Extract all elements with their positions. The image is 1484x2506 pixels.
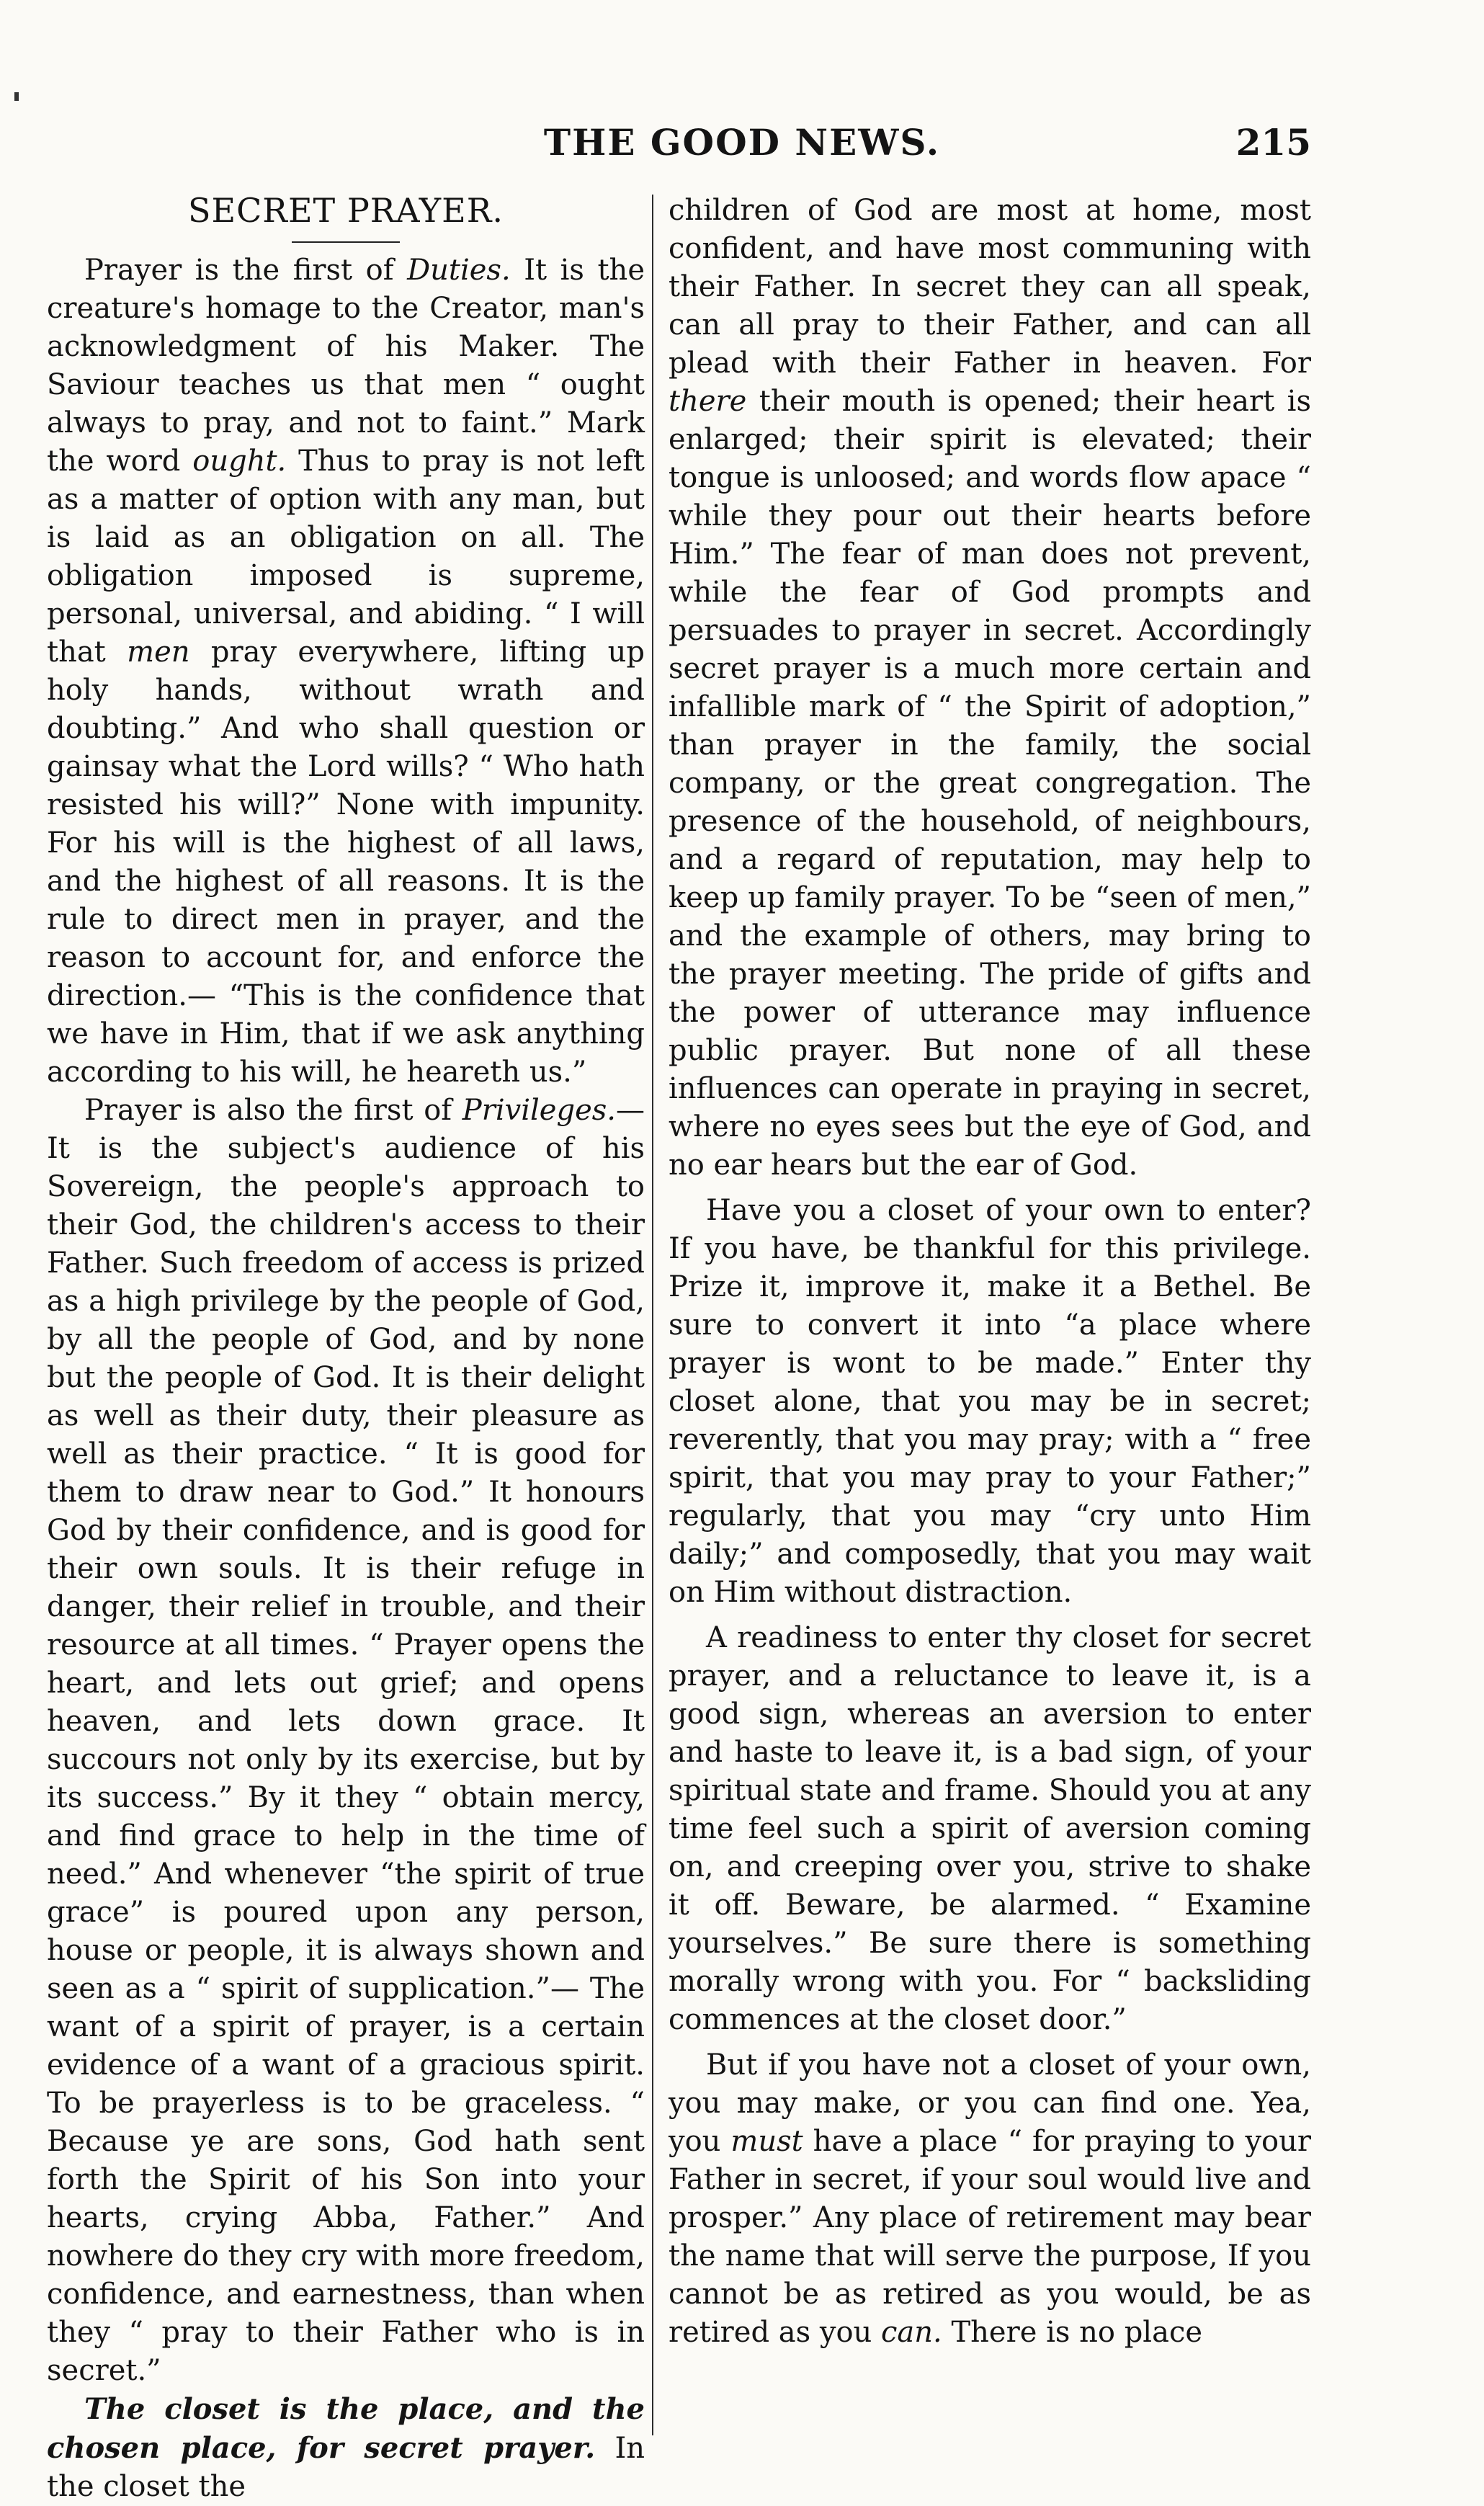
paragraph-privileges [47, 1092, 645, 2390]
paragraph-closet [47, 2390, 645, 2506]
emphasis: ought. [192, 445, 287, 478]
emphasis: Privileges. [462, 1094, 616, 1127]
emphasis: Duties. [407, 254, 511, 287]
text-run: There is no place [942, 2316, 1203, 2349]
paragraph-no-closet [669, 2046, 1311, 2352]
paragraph-readiness: A readiness to enter thy closet for secret prayer, and a reluctance to leave it, is a good sign, whereas an aversion to enter and haste to leave it, is a bad sign, of your spiritual state and frame. Should you at any time feel such a spirit of aversion coming on, and creeping over you, strive to shake it off. Beware, be alarmed. “ Examine yourselves.” Be sure there is something morally wrong with you. For “ backsliding commences at the closet door.” [669, 1621, 1311, 2036]
paragraph-duties [47, 251, 645, 1092]
text-run: It is the creature's homage to the Creator, man's acknowledgment of his Maker. The Saviour teaches us that men “ ought always to pray, and not to faint.” Mark the word [47, 254, 645, 478]
text-run: children of God are most at home, most confident, and have most communing with their Father. In secret they can all speak, can all pray to their Father, and can all plead with their Father in heaven. For [669, 194, 1311, 380]
paragraph-closet-continued [669, 192, 1311, 1185]
right-column [669, 192, 1311, 2352]
text-run: In the closet the [47, 2432, 645, 2503]
text-run: But if you have not a closet of your own, you may make, or you can find one. Yea, you [669, 2048, 1311, 2158]
text-run: Thus to pray is not left as a matter of option with any man, but is laid as an obligation on all. The obligation imposed is supreme, personal, universal, and abiding. “ I will that [47, 445, 645, 669]
text-run: Prayer is the first of [84, 254, 408, 287]
article-title: SECRET PRAYER. [188, 191, 504, 230]
emphasis: can. [881, 2316, 942, 2349]
running-header [0, 121, 1484, 179]
paragraph-own-closet: Have you a closet of your own to enter? If you have, be thankful for this privilege. Prize it, improve it, make it a Bethel. Be sure to convert it into “a place where prayer is wont to be made.” Enter thy closet alone, that you may be in secret; reverently, that you may pray; with a “ free spirit, that you may pray to your Father;” regularly, that you may “cry unto Him daily;” and composedly, that you may wait on Him without distraction. [669, 1194, 1311, 1609]
print-speck [14, 92, 19, 101]
left-column [47, 192, 645, 2506]
emphasis: The closet is the place, and the chosen place, for secret prayer. [47, 2392, 645, 2465]
text-run: Prayer is also the first of [84, 1094, 462, 1127]
text-run: pray everywhere, lifting up holy hands, without wrath and doubting.” And who shall question or gainsay what the Lord wills? “ Who hath resisted his will?” None with impunity. For his will is the highest of all laws, and the highest of all reasons. It is the rule to direct men in prayer, and the reason to account for, and enforce the direction.— “This is the confidence that we have in Him, that if we ask anything according to his will, he heareth us.” [47, 636, 645, 1089]
emphasis: must [730, 2125, 803, 2158]
text-run: — It is the subject's audience of his Sovereign, the people's approach to their God, the children's access to their Father. Such freedom of access is prized as a high privilege by the people of God, by all the people of God, and by none but the people of God. It is their delight as well as their duty, their pleasure as well as their practice. “ It is good for them to draw near to God.” It honours God by their confidence, and is good for their own souls. It is their refuge in danger, their relief in trouble, and their resource at all times. “ Prayer opens the heart, and lets out grief; and opens heaven, and lets down grace. It succours not only by its exercise, but by its success.” By it they “ obtain mercy, and find grace to help in the time of need.” And whenever “the spirit of true grace” is poured upon any person, house or people, it is always shown and seen as a “ spirit of supplication.”— The want of a spirit of prayer, is a certain evidence of a want of a gracious spirit. To be prayerless is to be graceless. “ Because ye are sons, God hath sent forth the Spirit of his Son into your hearts, crying Abba, Father.” And nowhere do they cry with more freedom, confidence, and earnestness, than when they “ pray to their Father who is in secret.” [47, 1094, 645, 2387]
running-title: THE GOOD NEWS. [543, 121, 941, 164]
title-rule [292, 241, 400, 243]
page-number: 215 [1235, 121, 1311, 164]
text-run: have a place “ for praying to your Father in secret, if your soul would live and prosper.” Any place of retirement may bear the name that will serve the purpose, If you cannot be as retired as you would, be as retired as you [669, 2125, 1312, 2349]
text-run: their mouth is opened; their heart is enlarged; their spirit is elevated; their tongue is unloosed; and words flow apace “ while they pour out their hearts before Him.” The fear of man does not prevent, while the fear of God prompts and persuades to prayer in secret. Accordingly secret prayer is a much more certain and infallible mark of “ the Spirit of adoption,” than prayer in the family, the social company, or the great congregation. The presence of the household, of neighbours, and a regard of reputation, may help to keep up family prayer. To be “seen of men,” and the example of others, may bring to the prayer meeting. The pride of gifts and the power of utterance may influence public prayer. But none of all these influences can operate in praying in secret, where no eyes sees but the eye of God, and no ear hears but the ear of God. [669, 385, 1311, 1182]
emphasis: men [127, 636, 190, 669]
column-divider [652, 195, 653, 2435]
emphasis: there [669, 385, 747, 418]
